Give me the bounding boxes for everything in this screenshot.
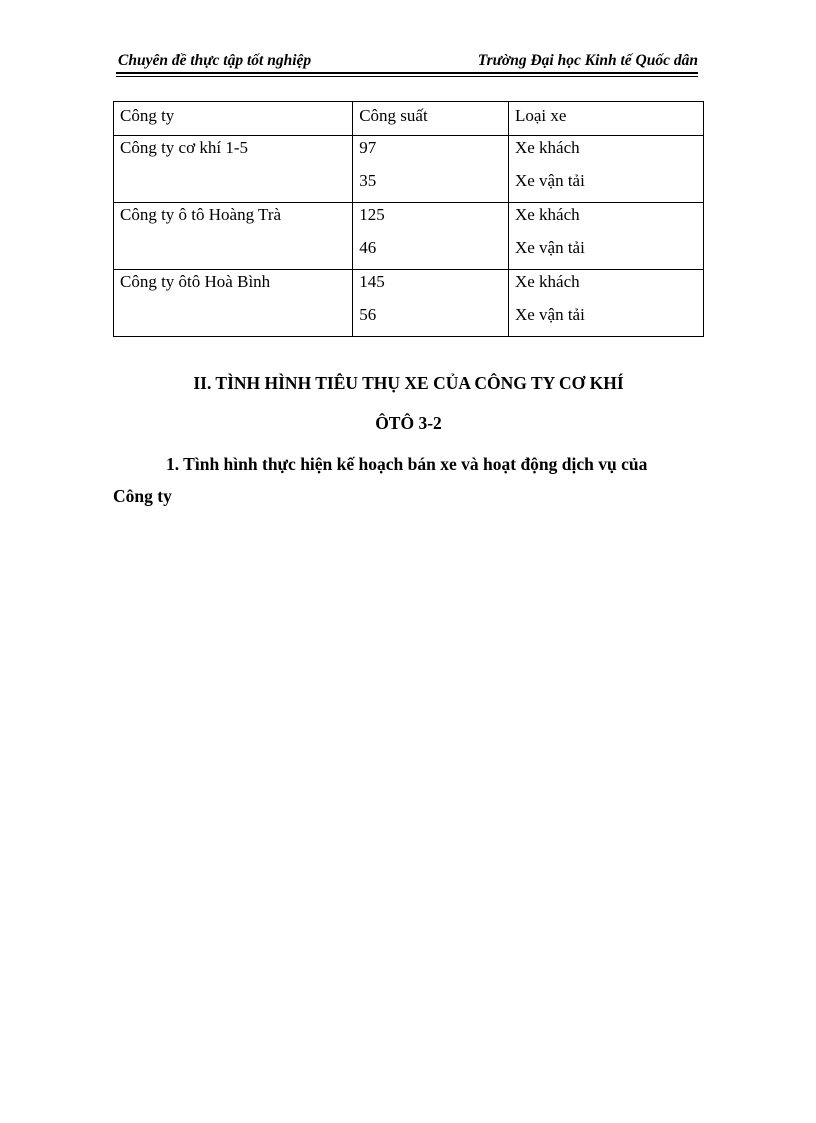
header-rule [116, 72, 698, 74]
company-cell [114, 203, 353, 270]
vehicle-type: Xe khách [514, 272, 580, 291]
vehicle-type-cell [508, 203, 703, 270]
column-header-vehicle-type: Loại xe [508, 102, 703, 136]
vehicle-type: Xe vận tải [514, 238, 585, 257]
vehicle-type: Xe khách [514, 205, 580, 224]
capacity-table [113, 101, 704, 337]
table-row [114, 203, 704, 270]
company-cell [114, 136, 353, 203]
company-cell [114, 270, 353, 337]
capacity-cell [353, 203, 509, 270]
header-document-title: Chuyên đề thực tập tốt nghiệp [118, 52, 312, 69]
column-header-capacity: Công suất [353, 102, 509, 136]
company-name: Công ty ôtô Hoà Bình [120, 272, 271, 291]
vehicle-type: Xe khách [514, 138, 580, 157]
capacity-cell [353, 136, 509, 203]
subsection-title-line-2: Công ty [113, 486, 172, 506]
capacity-value: 125 [359, 205, 385, 224]
capacity-value: 35 [359, 171, 377, 190]
capacity-value: 56 [359, 305, 377, 324]
vehicle-type-cell [508, 270, 703, 337]
capacity-cell [353, 270, 509, 337]
section-title-line-2: ÔTÔ 3-2 [375, 413, 442, 433]
vehicle-type: Xe vận tải [514, 171, 585, 190]
header-rule-thin [116, 76, 698, 77]
page-header [116, 50, 698, 76]
table-row [114, 136, 704, 203]
vehicle-type: Xe vận tải [514, 305, 585, 324]
header-university-name: Trường Đại học Kinh tế Quốc dân [477, 52, 698, 69]
company-name: Công ty ô tô Hoàng Trà [120, 205, 282, 224]
capacity-value: 97 [359, 138, 377, 157]
capacity-value: 145 [359, 272, 385, 291]
table-row [114, 270, 704, 337]
vehicle-type-cell [508, 136, 703, 203]
column-header-company: Công ty [114, 102, 353, 136]
capacity-value: 46 [359, 238, 377, 257]
company-name: Công ty cơ khí 1-5 [120, 138, 248, 157]
section-title-line-1: II. TÌNH HÌNH TIÊU THỤ XE CỦA CÔNG TY CƠ KHÍ [193, 373, 624, 393]
subsection-title-line-1: 1. Tình hình thực hiện kế hoạch bán xe và hoạt động dịch vụ của [166, 454, 648, 474]
